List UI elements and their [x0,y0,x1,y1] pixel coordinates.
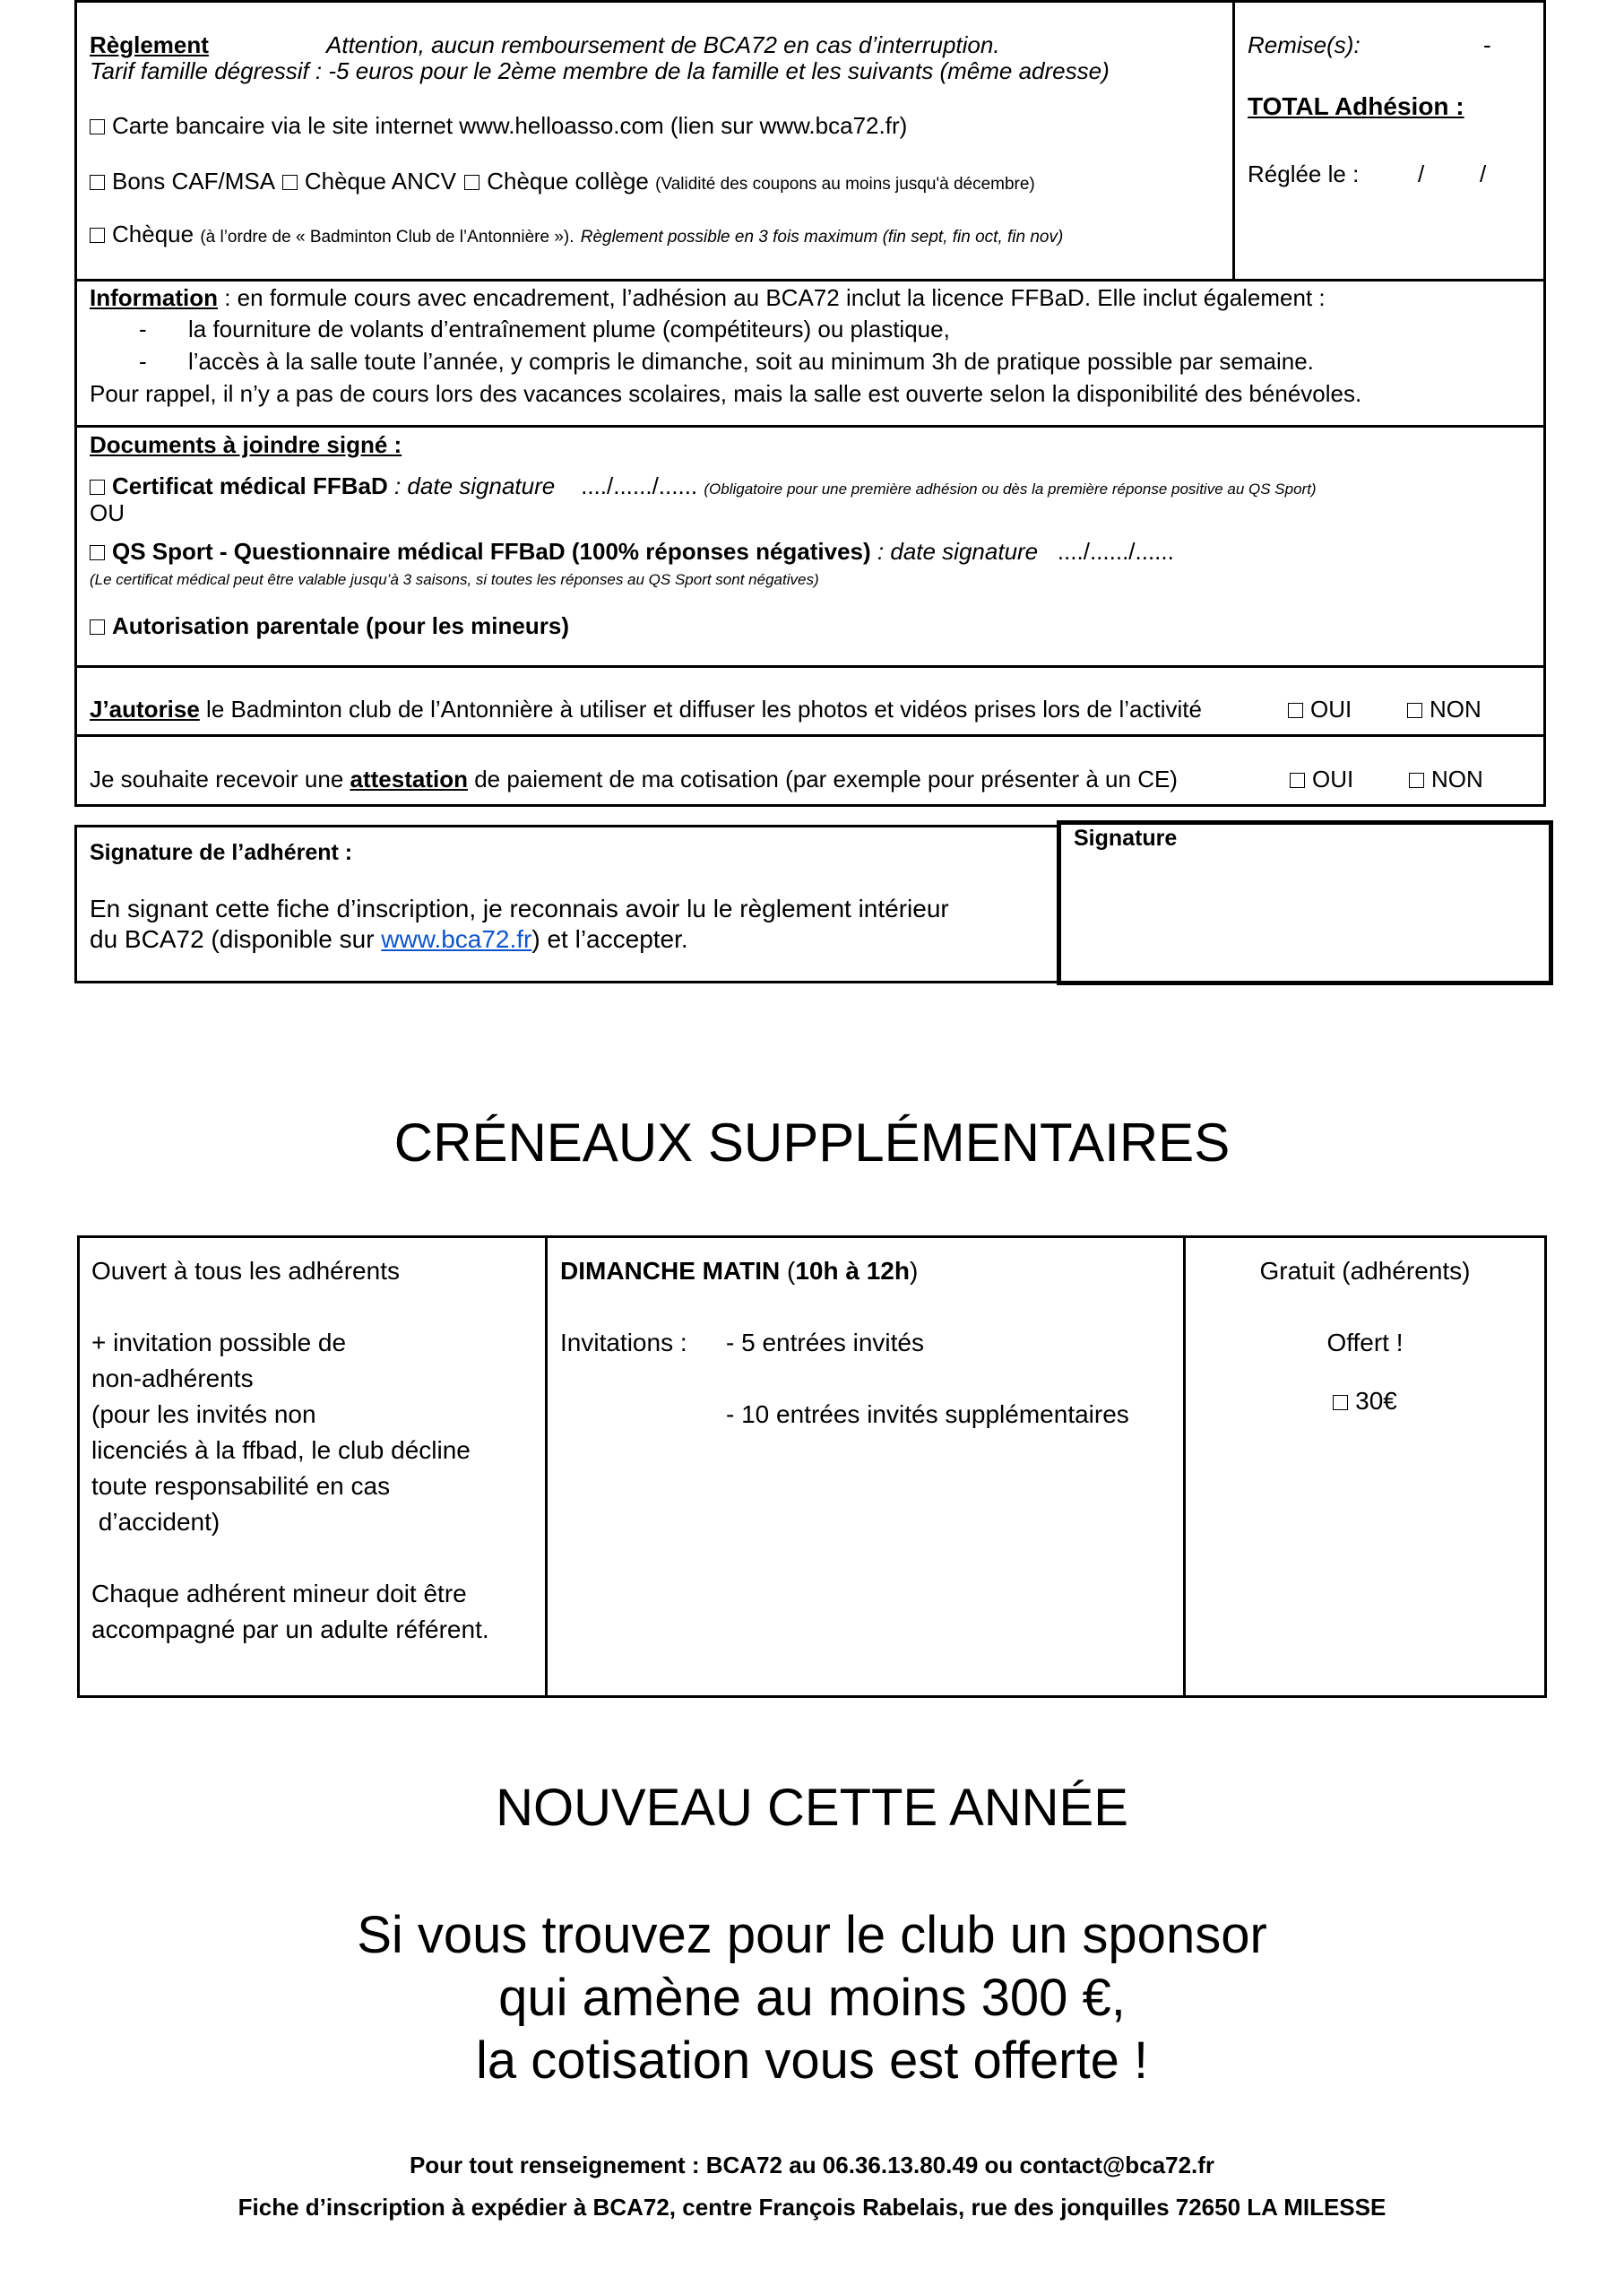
col1-line: non-adhérents [91,1364,254,1392]
col3-offer: Offert ! [1326,1329,1404,1356]
bca72-link[interactable]: www.bca72.fr [381,925,532,953]
col2-option-1: - 5 entrées invités [726,1329,924,1356]
nouveau-line: qui amène au moins 300 €, [498,1969,1126,2027]
footer-address: Fiche d’inscription à expédier à BCA72, centre François Rabelais, rue des jonquilles 72650 LA MILESSE [238,2194,1386,2221]
col2-invitations-label: Invitations : [560,1329,687,1356]
col1-minor-line: Chaque adhérent mineur doit être [91,1580,467,1607]
doc-qs-sport: QS Sport - Questionnaire médical FFBaD (100% réponses négatives) : date signature ..../....../...... [90,538,1174,565]
reglement-warning: Attention, aucun remboursement de BCA72 en cas d’interruption. [326,31,1000,58]
doc-certificat: Certificat médical FFBaD : date signature ..../....../...... (Obligatoire pour une première adhésion ou dès la première réponse positive au QS Sport) [90,472,1317,503]
nouveau-line: Si vous trouvez pour le club un sponsor [357,1906,1267,1964]
cheque-installments: Règlement possible en 3 fois maximum (fin sept, fin oct, fin nov) [580,228,1064,247]
checkbox-icon[interactable] [464,175,479,190]
doc-parental: Autorisation parentale (pour les mineurs) [90,612,569,639]
payment-option-card[interactable]: Carte bancaire via le site internet www.helloasso.com (lien sur www.bca72.fr) [90,112,907,139]
reglee-date-sep-2: / [1480,160,1487,187]
bullet-mark: - [139,316,147,342]
remise-value: - [1483,31,1491,58]
reglement-title-row [90,31,209,58]
col1-line: toute responsabilité en cas [91,1472,391,1500]
certificat-note: (Obligatoire pour une première adhésion ou dès la première réponse positive au QS Sport) [704,481,1317,498]
reglee-date-sep-1: / [1418,160,1425,187]
col3-line1: Gratuit (adhérents) [1259,1257,1471,1285]
reglee-label: Réglée le : [1248,160,1360,187]
remise-label: Remise(s): [1248,31,1361,58]
footer-contact: Pour tout renseignement : BCA72 au 06.36.13.80.49 ou contact@bca72.fr [409,2152,1215,2178]
checkbox-icon[interactable] [1290,773,1305,788]
col3-price-option[interactable]: 30€ [1186,1383,1544,1419]
creneaux-title: CRÉNEAUX SUPPLÉMENTAIRES [393,1113,1231,1173]
col2-option-2: - 10 entrées invités supplémentaires [726,1400,1129,1428]
option-caf: Bons CAF/MSA [112,168,274,195]
option-college: Chèque collège [487,168,649,195]
attestation-text: Je souhaite recevoir une attestation de paiement de ma cotisation (par exemple pour présenter à un CE) [90,766,1178,792]
col1-line: d’accident) [91,1508,220,1536]
photo-consent-no[interactable]: NON [1407,696,1481,723]
reglement-title: Règlement [90,31,209,58]
signature-line2: du BCA72 (disponible sur www.bca72.fr) et l’accepter. [90,925,688,953]
checkbox-icon[interactable] [90,545,105,560]
attestation-yes[interactable]: OUI [1290,766,1353,792]
signature-line1: En signant cette fiche d’inscription, je reconnais avoir lu le règlement intérieur [90,895,949,922]
checkbox-icon[interactable] [90,619,105,635]
col1-minor-line: accompagné par un adulte référent. [91,1615,489,1643]
documents-title: Documents à joindre signé : [90,431,402,458]
signature-title: Signature de l’adhérent : [90,840,353,865]
checkbox-icon[interactable] [90,119,105,134]
photo-consent-text: J’autorise le Badminton club de l’Antonnière à utiliser et diffuser les photos et vidéos prises lors de l’activité [90,696,1202,723]
col1-line: (pour les invités non [91,1400,316,1428]
checkbox-icon[interactable] [90,175,105,190]
signature-box-label: Signature [1074,826,1178,851]
qs-note: (Le certificat médical peut être valable jusqu’à 3 saisons, si toutes les réponses au QS Sport sont négatives) [90,571,819,588]
checkbox-icon[interactable] [90,480,105,495]
col1-line1: Ouvert à tous les adhérents [91,1257,400,1285]
information-title: Information [90,284,218,311]
information-intro-row [90,284,1326,311]
bullet-mark: - [139,348,147,375]
photo-consent-yes[interactable]: OUI [1288,696,1352,723]
information-bullet: l’accès à la salle toute l’année, y compris le dimanche, soit au minimum 3h de pratique possible par semaine. [188,348,1314,375]
checkbox-icon[interactable] [90,228,105,243]
college-note: (Validité des coupons au moins jusqu'à décembre) [655,175,1035,194]
creneaux-col-divider-2 [1183,1235,1186,1698]
payment-options-vouchers [90,168,1035,198]
checkbox-icon[interactable] [1409,773,1424,788]
checkbox-icon[interactable] [1407,703,1422,718]
creneaux-col-divider-1 [545,1235,548,1698]
family-rate: Tarif famille dégressif : -5 euros pour le 2ème membre de la famille et les suivants (même adresse) [90,57,1110,84]
col1-line: + invitation possible de [91,1329,347,1356]
nouveau-title: NOUVEAU CETTE ANNÉE [496,1779,1128,1837]
payment-option-cheque: Chèque (à l’ordre de « Badminton Club de l’Antonnière »). Règlement possible en 3 fois maximum (fin sept, fin oct, fin nov) [90,221,1063,251]
col1-line: licenciés à la ffbad, le club décline [91,1436,471,1464]
cheque-note: (à l’ordre de « Badminton Club de l’Antonnière »). [200,228,574,247]
documents-or: OU [90,499,125,526]
checkbox-icon[interactable] [1288,703,1303,718]
information-intro: : en formule cours avec encadrement, l’adhésion au BCA72 inclut la licence FFBaD. Elle inclut également : [218,284,1326,311]
summary-divider [1232,0,1235,281]
col2-title: DIMANCHE MATIN (10h à 12h) [560,1257,919,1285]
nouveau-line: la cotisation vous est offerte ! [475,2031,1149,2090]
option-ancv: Chèque ANCV [304,168,456,195]
checkbox-icon[interactable] [1333,1395,1348,1410]
attestation-no[interactable]: NON [1409,766,1483,792]
information-reminder: Pour rappel, il n’y a pas de cours lors des vacances scolaires, mais la salle est ouverte selon la disponibilité des bénévoles. [90,380,1362,407]
checkbox-icon[interactable] [282,175,298,190]
information-bullet: la fourniture de volants d’entraînement plume (compétiteurs) ou plastique, [188,316,950,342]
total-label: TOTAL Adhésion : [1248,92,1464,120]
